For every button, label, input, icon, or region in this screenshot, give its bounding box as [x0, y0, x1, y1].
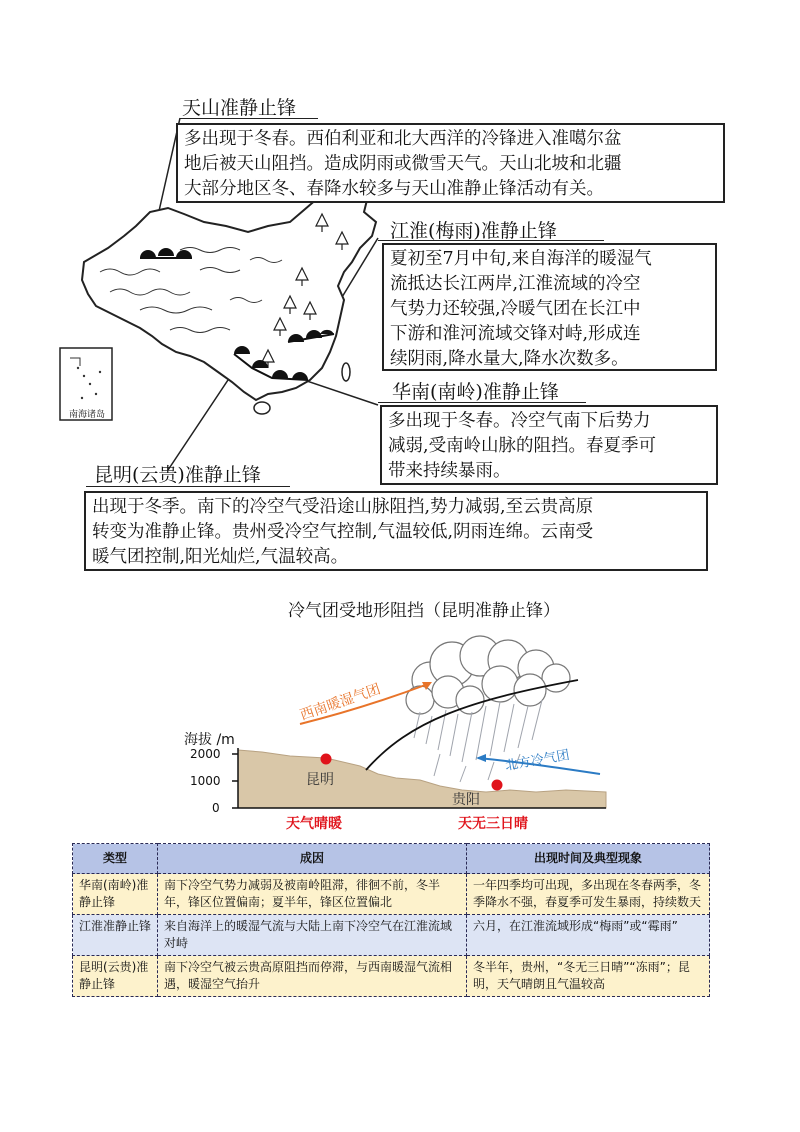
tianshan-line: 多出现于冬春。西伯利亚和北大西洋的冷锋进入准噶尔盆 [184, 129, 622, 149]
kunming-line: 暖气团控制,阳光灿烂,气温较高。 [92, 547, 349, 567]
tianshan-line: 地后被天山阻挡。造成阴雨或微雪天气。天山北坡和北疆 [184, 154, 622, 174]
cell-type: 昆明(云贵)准静止锋 [73, 956, 158, 997]
jianghuai-title: 江淮(梅雨)准静止锋 [390, 220, 557, 242]
huanan-line: 多出现于冬春。冷空气南下后势力 [388, 411, 651, 431]
huanan-underline [378, 402, 586, 403]
cell-time: 一年四季均可出现，多出现在冬春两季，冬季降水不强，春夏季可发生暴雨，持续数天 [467, 874, 710, 915]
kunming-place-label: 昆明 [306, 772, 334, 788]
guiyang-marker [492, 780, 503, 791]
weather-right: 天无三日晴 [458, 816, 528, 832]
front-types-table [72, 843, 710, 997]
jianghuai-underline [378, 240, 604, 241]
y-tick-label: 1000 [190, 774, 221, 788]
table-row [73, 956, 710, 997]
header-cause: 成因 [158, 844, 467, 874]
huanan-line: 减弱,受南岭山脉的阻挡。春夏季可 [388, 436, 657, 456]
cell-cause: 南下冷空气势力减弱及被南岭阻滞，徘徊不前，冬半年，锋区位置偏南；夏半年，锋区位置偏北 [158, 874, 467, 915]
tianshan-line: 大部分地区冬、春降水较多与天山准静止锋活动有关。 [184, 179, 604, 199]
kunming-line: 出现于冬季。南下的冷空气受沿途山脉阻挡,势力减弱,至云贵高原 [92, 497, 594, 517]
cold-air-label: 北方冷气团 [504, 747, 571, 774]
y-tick-label: 0 [212, 801, 220, 815]
huanan-line: 带来持续暴雨。 [388, 461, 511, 481]
cell-cause: 来自海洋上的暖湿气流与大陆上南下冷空气在江淮流域对峙 [158, 915, 467, 956]
kunming-marker [321, 754, 332, 765]
cell-cause: 南下冷空气被云贵高原阻挡而停滞，与西南暖湿气流相遇，暖湿空气抬升 [158, 956, 467, 997]
huanan-title: 华南(南岭)准静止锋 [392, 381, 559, 403]
y-axis-label: 海拔 /m [184, 732, 235, 748]
cloud-icon [406, 636, 570, 714]
table-row [73, 915, 710, 956]
cell-time: 六月，在江淮流域形成“梅雨”或“霉雨” [467, 915, 710, 956]
jianghuai-line: 夏初至7月中旬,来自海洋的暖湿气 [390, 249, 652, 269]
diagram-title: 冷气团受地形阻挡（昆明准静止锋） [288, 601, 560, 621]
jianghuai-line: 下游和淮河流域交锋对峙,形成连 [390, 324, 641, 344]
map-outline [82, 172, 376, 400]
tianshan-underline [180, 118, 318, 119]
jianghuai-line: 续阴雨,降水量大,降水次数多。 [390, 349, 629, 369]
kunming-underline [86, 486, 290, 487]
guiyang-place-label: 贵阳 [452, 792, 480, 808]
kunming-line: 转变为准静止锋。贵州受冷空气控制,气温较低,阴雨连绵。云南受 [92, 522, 594, 542]
warm-air-label: 西南暖湿气团 [298, 681, 383, 724]
table-header-row [73, 844, 710, 874]
tianshan-box [176, 123, 725, 203]
weather-left: 天气晴暖 [286, 816, 342, 832]
huanan-box [380, 405, 718, 485]
cell-type: 华南(南岭)准静止锋 [73, 874, 158, 915]
y-tick-label: 2000 [190, 747, 221, 761]
kunming-title: 昆明(云贵)准静止锋 [94, 464, 261, 486]
front-diagram [0, 620, 800, 840]
kunming-box [84, 491, 708, 571]
jianghuai-box [382, 243, 717, 371]
header-time: 出现时间及典型现象 [467, 844, 710, 874]
inset-label: 南海诸岛 [68, 410, 105, 420]
tianshan-title: 天山准静止锋 [182, 97, 297, 119]
cell-type: 江淮准静止锋 [73, 915, 158, 956]
table-row [73, 874, 710, 915]
jianghuai-line: 气势力还较强,冷暖气团在长江中 [390, 299, 641, 319]
jianghuai-line: 流抵达长江两岸,江淮流域的冷空 [390, 274, 641, 294]
cell-time: 冬半年，贵州，“冬无三日晴”“冻雨”；昆明，天气晴朗且气温较高 [467, 956, 710, 997]
header-type: 类型 [73, 844, 158, 874]
